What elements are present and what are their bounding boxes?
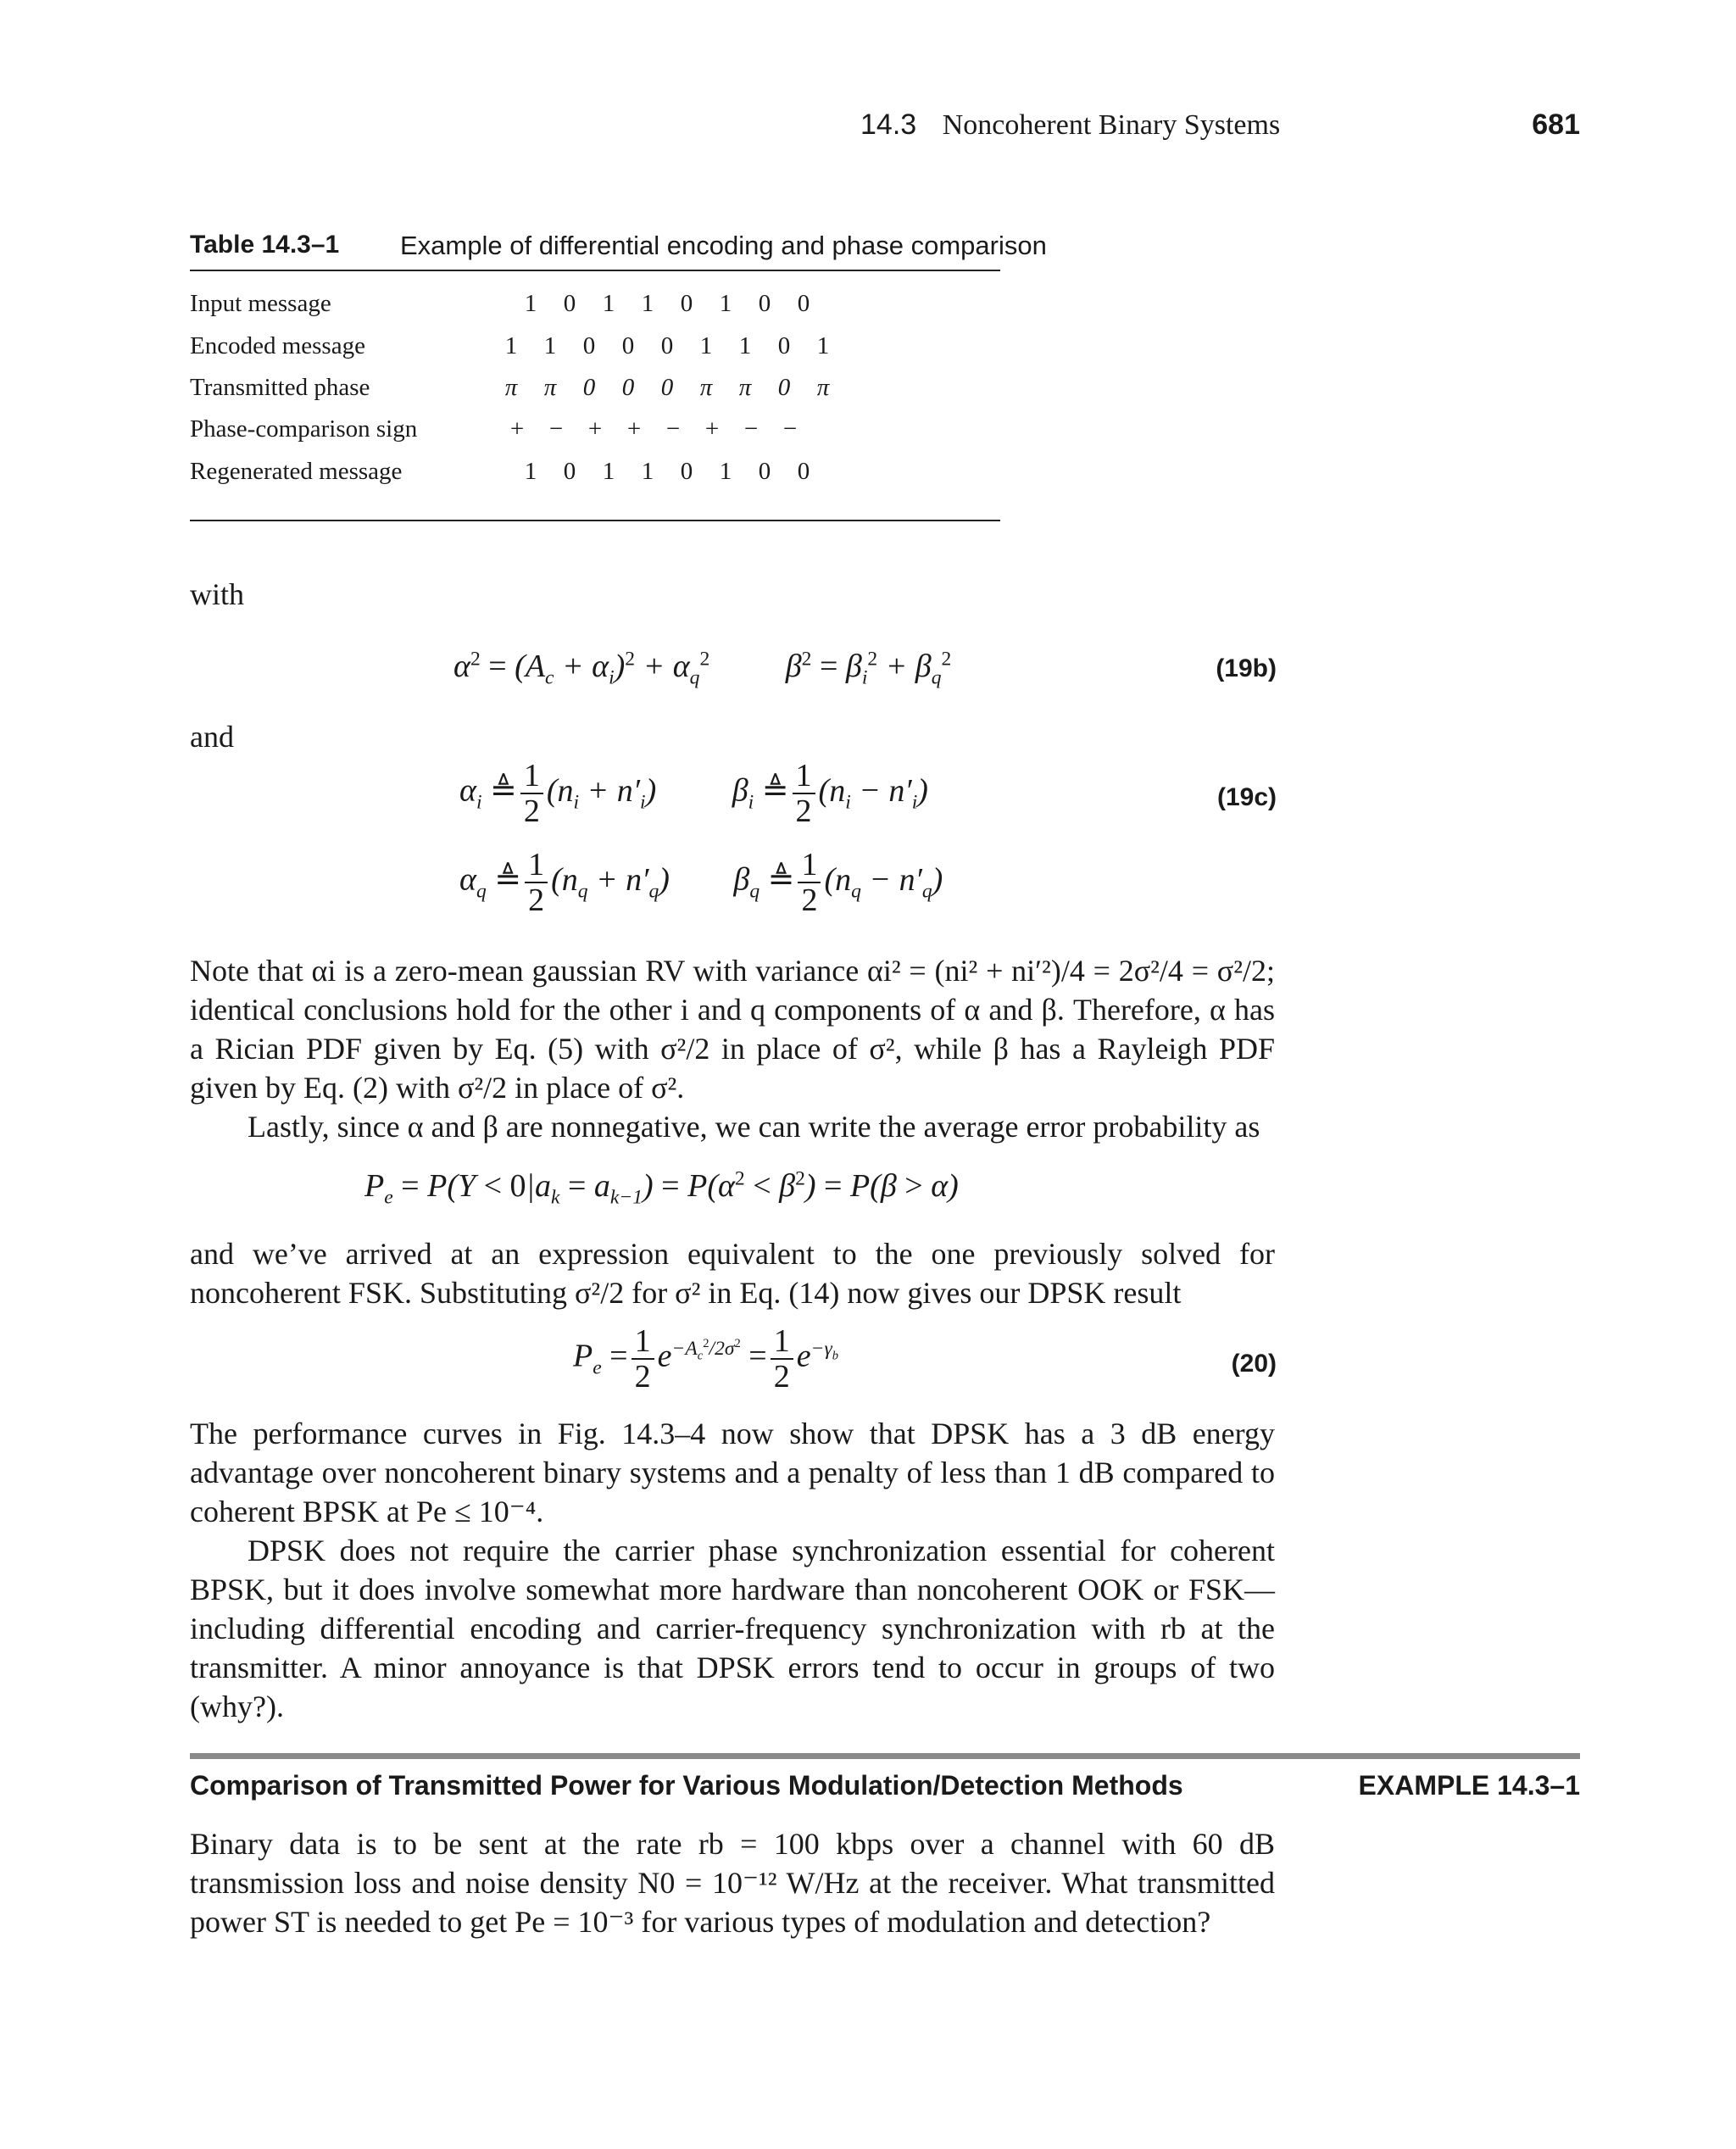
table-cell: −: [743, 415, 759, 443]
table-cell: +: [509, 415, 525, 443]
table-cell: 1: [504, 332, 518, 359]
paragraph-example: Binary data is to be sent at the rate rb = 100 kbps over a channel with 60 dB transmission loss and noise density N0 = 10⁻¹² W/Hz at the receiver. What transmitted power ST is needed to get Pe = 10⁻³ for various types of modulation and detection?: [190, 1827, 1275, 1939]
equation-19b: $\alpha^2 = (A_c + \alpha_i)^2 + \alpha_q^2$ $\beta^2 = \beta_i^2 + \beta_q^2$: [453, 648, 952, 689]
table-label: Table 14.3–1: [190, 231, 340, 259]
equation-number: (19b): [1216, 654, 1277, 682]
section-number: 14.3: [860, 109, 917, 141]
table-bottom-rule: [190, 520, 1000, 521]
table-cell: 0: [797, 458, 810, 485]
table-cell: 0: [582, 332, 596, 359]
table-cell: 0: [660, 332, 674, 359]
table-cell: 0: [777, 374, 791, 401]
table-cell: 0: [758, 458, 771, 485]
table-cell: 1: [602, 458, 615, 485]
table-row-label: Phase-comparison sign: [190, 415, 418, 443]
table-cell: π: [816, 374, 830, 401]
text-and: and: [190, 720, 234, 754]
example-label: EXAMPLE 14.3–1: [1358, 1770, 1580, 1801]
table-cell: 1: [699, 332, 713, 359]
paragraph-lastly: Lastly, since α and β are nonnegative, we can write the average error probability as: [248, 1110, 1260, 1144]
table-cell: 0: [563, 290, 576, 317]
table-cell: 0: [582, 374, 596, 401]
table-cell: 0: [563, 458, 576, 485]
table-cell: π: [699, 374, 713, 401]
table-cell: 0: [777, 332, 791, 359]
paragraph-dpsk: DPSK does not require the carrier phase synchronization essential for coherent BPSK, but it does involve somewhat more hardware than noncoherent OOK or FSK—including differential encoding and carrier-frequency synchronization with rb at the transmitter. A minor annoyance is that DPSK errors tend to occur in groups of two (why?).: [190, 1534, 1275, 1723]
table-row-values: [492, 374, 843, 402]
example-divider: [190, 1753, 1580, 1759]
table-cell: 0: [758, 290, 771, 317]
table-cell: π: [504, 374, 518, 401]
table-row-values: [498, 415, 810, 443]
table-row-values: [492, 332, 843, 360]
table-top-rule: [190, 270, 1000, 271]
table-row-label: Regenerated message: [190, 458, 403, 485]
table-cell: 1: [816, 332, 830, 359]
table-cell: −: [665, 415, 681, 443]
table-cell: 0: [680, 290, 693, 317]
equation-error-probability: $P_e = P(Y < 0|a_k = a_{k-1}) = P(\alpha^2 < \beta^2) = P(\beta > \alpha)$: [364, 1167, 959, 1209]
table-cell: 1: [641, 458, 654, 485]
page-number: 681: [1532, 109, 1580, 141]
table-cell: 0: [621, 374, 635, 401]
paragraph-arrived: and we’ve arrived at an expression equivalent to the one previously solved for noncoherent FSK. Substituting σ²/2 for σ² in Eq. (14) now gives our DPSK result: [190, 1237, 1275, 1310]
table-cell: 0: [660, 374, 674, 401]
section-title: Noncoherent Binary Systems: [942, 109, 1281, 141]
table-row-label: Encoded message: [190, 332, 365, 359]
text-with: with: [190, 577, 245, 611]
equation-number: (20): [1231, 1350, 1277, 1378]
paragraph-note: Note that αi is a zero-mean gaussian RV with variance αi² = (ni² + ni′²)/4 = 2σ²/4 = σ²/2; identical conclusions hold for the other i and q components of α and β. Therefore, α has a Rician PDF given by Eq. (5) with σ²/2 in place of σ², while β has a Rayleigh PDF given by Eq. (2) with σ²/2 in place of σ².: [190, 954, 1275, 1105]
table-cell: 0: [680, 458, 693, 485]
table-cell: 1: [524, 458, 537, 485]
example-title: Comparison of Transmitted Power for Various Modulation/Detection Methods: [190, 1770, 1183, 1801]
table-cell: +: [626, 415, 642, 443]
equation-19c-line2: $\alpha_q$ ≜ $\frac{1}{2}$ $(n_q + n'_q)$ $\beta_q$ ≜ $\frac{1}{2}$ $(n_q - n'_q)$: [459, 847, 943, 918]
equation-20: $P_e$ = $\frac{1}{2}$ $e^{-A_c^2/2\sigma^2}$ = $\frac{1}{2}$ $e^{-\gamma_b}$: [573, 1323, 839, 1395]
table-cell: 1: [719, 458, 732, 485]
table-row-values: [511, 290, 823, 318]
running-head: [860, 109, 1280, 142]
table-cell: 1: [738, 332, 752, 359]
table-caption: Example of differential encoding and phase comparison: [400, 231, 1047, 260]
table-row-values: [511, 458, 823, 486]
table-cell: +: [587, 415, 603, 443]
table-cell: 1: [719, 290, 732, 317]
table-cell: 1: [543, 332, 557, 359]
table-row-label: Input message: [190, 290, 331, 317]
table-cell: 1: [602, 290, 615, 317]
table-cell: π: [738, 374, 752, 401]
table-cell: +: [704, 415, 720, 443]
table-cell: 0: [621, 332, 635, 359]
table-cell: −: [548, 415, 564, 443]
equation-19c-line1: $\alpha_i$ ≜ $\frac{1}{2}$ $(n_i + n'_i)$ $\beta_i$ ≜ $\frac{1}{2}$ $(n_i - n'_i)$: [459, 758, 928, 829]
paragraph-performance: The performance curves in Fig. 14.3–4 now show that DPSK has a 3 dB energy advantage over noncoherent binary systems and a penalty of less than 1 dB compared to coherent BPSK at Pe ≤ 10⁻⁴.: [190, 1417, 1275, 1528]
table-cell: π: [543, 374, 557, 401]
table-cell: 0: [797, 290, 810, 317]
table-cell: 1: [524, 290, 537, 317]
table-cell: −: [782, 415, 798, 443]
equation-number: (19c): [1216, 783, 1277, 811]
table-row-label: Transmitted phase: [190, 374, 370, 401]
table-cell: 1: [641, 290, 654, 317]
